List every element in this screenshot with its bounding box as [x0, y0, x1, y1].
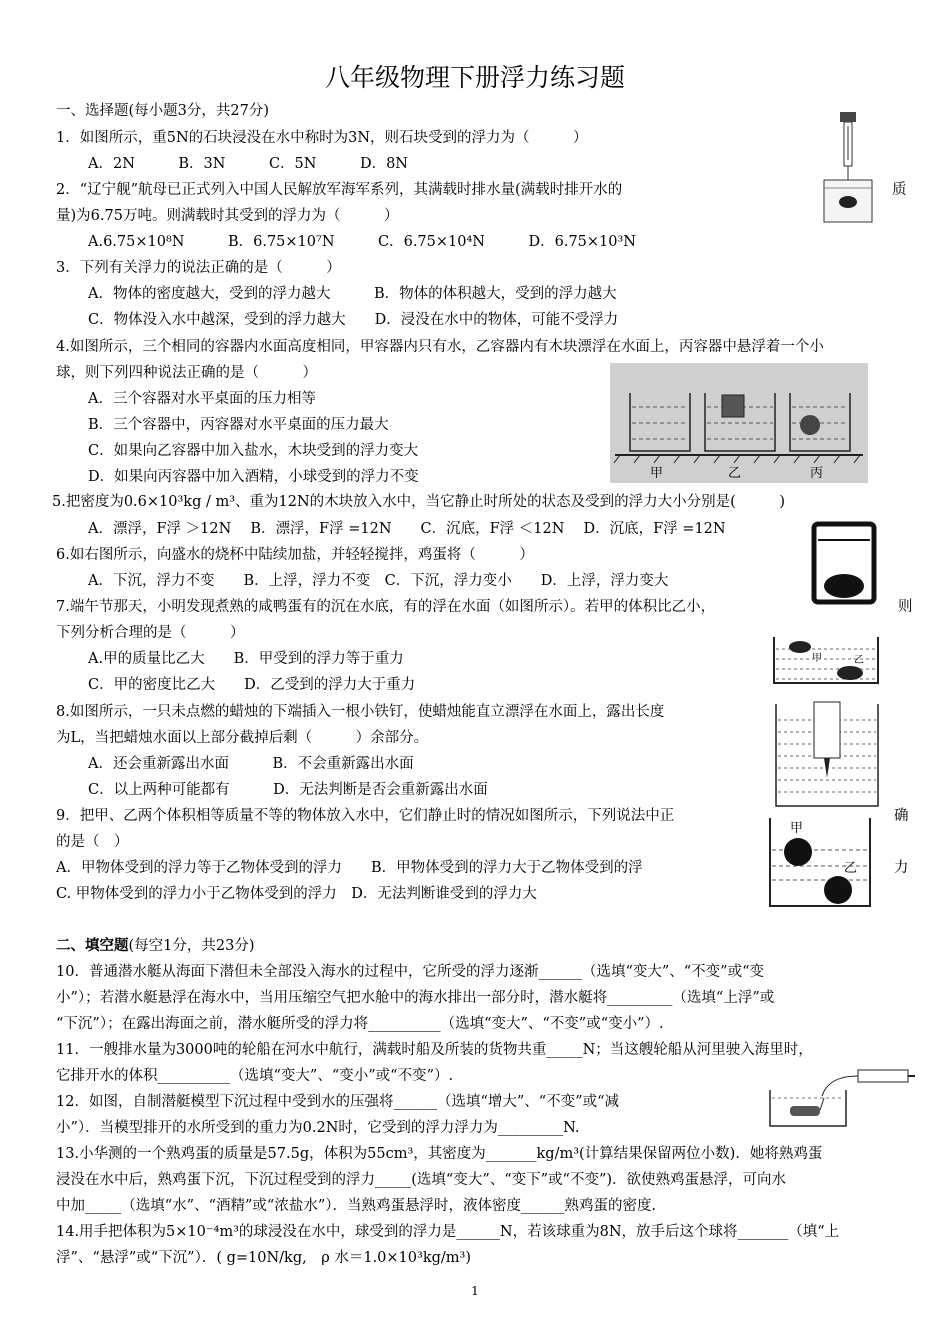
submarine-model-figure [766, 1066, 916, 1128]
q4-stem-2: 球，则下列四种说法正确的是（ ） [56, 365, 317, 381]
q7-stem: 7.端午节那天，小明发现煮熟的咸鸭蛋有的沉在水底，有的浮在水面（如图所示）。若甲的体积比乙小， [56, 599, 716, 615]
q2-options: A.6.75×10⁸N B．6.75×10⁷N C．6.75×10⁴N D．6.75×10³N [88, 234, 636, 250]
q4-option-c: C．如果向乙容器中加入盐水，木块受到的浮力变大 [88, 443, 419, 459]
q9-stem-tail: 确 [894, 808, 909, 824]
section-heading-fill [56, 936, 255, 956]
q8-stem: 8.如图所示，一只未点燃的蜡烛的下端插入一根小铁钉，使蜡烛能直立漂浮在水面上，露出长度 [56, 704, 665, 720]
q3-options-2: C．物体没入水中越深，受到的浮力越大 D．浸没在水中的物体，可能不受浮力 [88, 312, 619, 328]
q7-options-1: A.甲的质量比乙大 B．甲受到的浮力等于重力 [88, 651, 404, 667]
q12-line-1: 12．如图，自制潜艇模型下沉过程中受到水的压强将______（选填“增大”、“不变”或“减 [56, 1094, 620, 1110]
q9-stem: 9．把甲、乙两个体积相等质量不等的物体放入水中，它们静止时的情况如图所示，下列说法中正 [56, 808, 675, 824]
page-title: 八年级物理下册浮力练习题 [324, 63, 625, 92]
objects-in-water-figure [766, 814, 876, 910]
q7-stem-tail: 则 [898, 599, 913, 615]
q6-options: A．下沉，浮力不变 B．上浮，浮力不变 C．下沉，浮力变小 D．上浮，浮力变大 [88, 573, 669, 589]
q6-stem: 6.如右图所示，向盛水的烧杯中陆续加盐，并轻轻搅拌，鸡蛋将（ ） [56, 547, 534, 563]
q5-stem: 5.把密度为0.6×10³kg / m³、重为12N的木块放入水中，当它静止时所处的状态及受到的浮力大小分别是( ) [52, 494, 785, 510]
duck-eggs-figure [770, 633, 882, 685]
q1-options: A．2N B．3N C．5N D．8N [88, 156, 408, 172]
q10-line-3: “下沉”）；在露出海面之前，潜水艇所受的浮力将__________（选填“变大”、“不变”或“变小”）. [56, 1016, 664, 1032]
fig-label-bing: 丙 [810, 466, 824, 481]
q3-stem: 3．下列有关浮力的说法正确的是（ ） [56, 260, 341, 276]
section-note: (每空1分，共23分) [128, 938, 255, 954]
q4-stem: 4.如图所示，三个相同的容器内水面高度相同，甲容器内只有水，乙容器内有木块漂浮在水面上，丙容器中悬浮着一个小 [56, 339, 824, 355]
q14-line-1: 14.用手把体积为5×10⁻⁴m³的球浸没在水中，球受到的浮力是______N，若该球重为8N，放手后这个球将_______（填“上 [56, 1224, 840, 1240]
q4-option-a: A．三个容器对水平桌面的压力相等 [88, 391, 316, 407]
q3-options-1: A．物体的密度越大，受到的浮力越大 B．物体的体积越大，受到的浮力越大 [88, 286, 617, 302]
q14-line-2: 浮”、“悬浮”或“下沉”）．( g=10N/kg, ρ 水＝1.0×10³kg/m³) [56, 1250, 471, 1266]
q9-stem-2: 的是（ ） [56, 834, 129, 850]
q9-options-1: A．甲物体受到的浮力等于乙物体受到的浮力 B．甲物体受到的浮力大于乙物体受到的浮 [56, 860, 643, 876]
q5-options: A．漂浮，F浮 ＞12N B．漂浮，F浮 =12N C．沉底，F浮 ＜12N D．沉底，F浮 =12N [88, 521, 726, 537]
fig-label-yi: 乙 [728, 466, 742, 481]
q1-stem: 1．如图所示，重5N的石块浸没在水中称时为3N，则石块受到的浮力为（ ） [56, 130, 588, 146]
spring-scale-figure [818, 108, 880, 226]
candle-figure [772, 700, 882, 810]
fig-label-jia: 甲 [650, 466, 664, 481]
beaker-egg-figure [808, 518, 880, 606]
three-containers-figure [610, 363, 868, 483]
page-number: 1 [471, 1284, 479, 1298]
q8-options-2: C．以上两种可能都有 D．无法判断是否会重新露出水面 [88, 782, 488, 798]
q13-line-2: 浸没在水中后，熟鸡蛋下沉，下沉过程受到的浮力_____(选填“变大”、“变下”或“不变”)．欲使熟鸡蛋悬浮，可向水 [56, 1172, 787, 1188]
q13-line-1: 13.小华测的一个熟鸡蛋的质量是57.5g，体积为55cm³，其密度为_______kg/m³(计算结果保留两位小数)．她将熟鸡蛋 [56, 1146, 823, 1162]
fig-label-yi: 乙 [854, 655, 864, 666]
q4-option-d: D．如果向丙容器中加入酒精，小球受到的浮力不变 [88, 469, 419, 485]
q10-line-1: 10．普通潜水艇从海面下潜但未全部没入海水的过程中，它所受的浮力逐渐______（选填“变大”、“不变”或“变 [56, 964, 765, 980]
q9-options-2: C. 甲物体受到的浮力小于乙物体受到的浮力 D．无法判断谁受到的浮力大 [56, 886, 537, 902]
fig-label-yi: 乙 [844, 861, 858, 876]
q2-stem-2: 量)为6.75万吨。则满载时其受到的浮力为（ ） [56, 208, 399, 224]
q8-options-1: A．还会重新露出水面 B．不会重新露出水面 [88, 756, 414, 772]
q9-options-1-tail: 力 [894, 860, 909, 876]
q2-stem: 2．“辽宁舰”航母已正式列入中国人民解放军海军系列，其满载时排水量(满载时排开水的 [56, 182, 623, 198]
section-name: 一、选择题 [56, 103, 129, 119]
q7-stem-2: 下列分析合理的是（ ） [56, 625, 245, 641]
section-heading-choice [56, 101, 269, 121]
q13-line-3: 中加_____（选填“水”、“酒精”或“浓盐水”）．当熟鸡蛋悬浮时，液体密度______熟鸡蛋的密度. [56, 1198, 657, 1214]
fig-label-jia: 甲 [812, 653, 822, 664]
q2-stem-tail: 质 [892, 182, 907, 198]
q4-option-b: B．三个容器中，丙容器对水平桌面的压力最大 [88, 417, 389, 433]
q10-line-2: 小”）；若潜水艇悬浮在海水中，当用压缩空气把水舱中的海水排出一部分时，潜水艇将_________（选填“上浮”或 [56, 990, 775, 1006]
q11-line-2: 它排开水的体积__________（选填“变大”、“变小”或“不变”）. [56, 1068, 454, 1084]
q7-options-2: C．甲的密度比乙大 D．乙受到的浮力大于重力 [88, 677, 416, 693]
q8-stem-2: 为L，当把蜡烛水面以上部分截掉后剩（ ）余部分。 [56, 730, 429, 746]
q12-line-2: 小”）．当模型排开的水所受到的重力为0.2N时，它受到的浮力浮力为_________N. [56, 1120, 580, 1136]
fig-label-jia: 甲 [790, 821, 804, 836]
section-name: 二、填空题 [56, 937, 129, 954]
section-note: (每小题3分，共27分) [128, 103, 269, 119]
q11-line-1: 11．一艘排水量为3000吨的轮船在河水中航行，满载时船及所装的货物共重_____N；当这艘轮船从河里驶入海里时， [56, 1042, 813, 1058]
